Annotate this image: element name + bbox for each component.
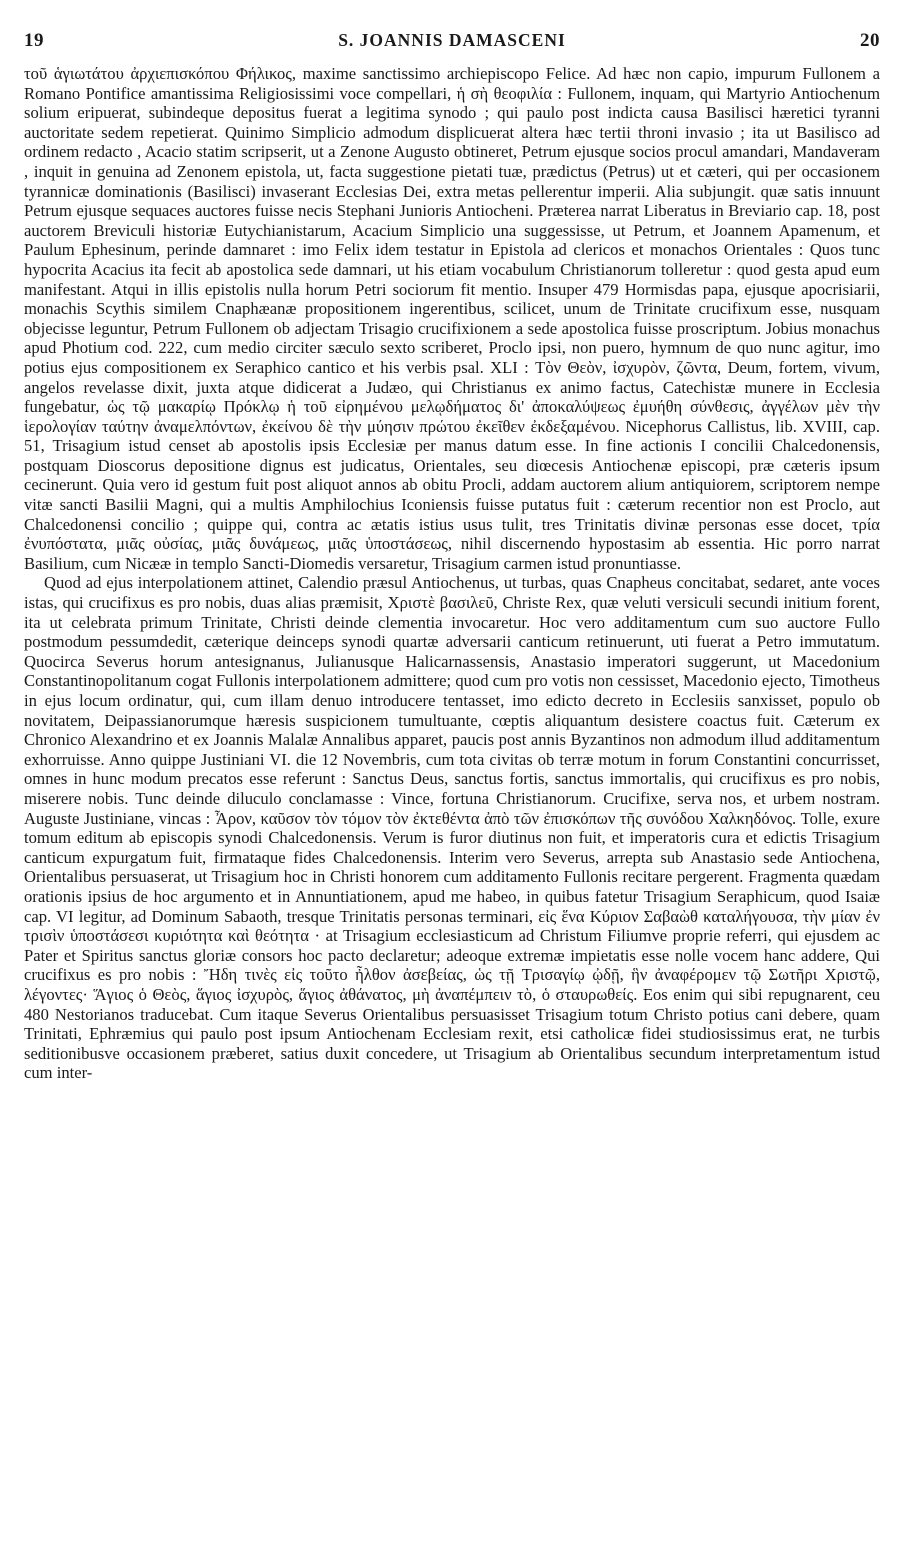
running-header bbox=[24, 30, 880, 64]
paragraph: Quod ad ejus interpolationem attinet, Calendio præsul Antiochenus, ut turbas, quas Cnapheus concitabat, sedaret, ante voces istas, qui crucifixus es pro nobis, duas alias præmisit, Χριστὲ βασιλεῦ, Christe Rex, quæ veluti versiculi secundi initium forent, ita ut celebrata primum Trinitate, Christi deinde clementia invocaretur. Hoc vero additamentum cum suo auctore Fullo postmodum pessumdedit, cæterique deinceps synodi quartæ adversarii canticum retinuerunt, uti fuerat a Petro immutatum. Quocirca Severus horum antesignanus, Julianusque Halicarnassensis, Anastasio imperatori suggerunt, ut Macedonium Constantinopolitanum cogat Fullonis interpolationem admittere; quod cum pro votis non cessisset, Macedonio ejecto, Timotheus in ejus locum ordinatur, qui, cum illam denuo introducere tentasset, imo edicto decreto in Ecclesiis sanxisset, populo ob novitatem, Deipassianorumque hæresis suspicionem tumultuante, cœptis aliquantum desistere coactus fuit. Cæterum ex Chronico Alexandrino et ex Joannis Malalæ Annalibus apparet, paucis post annis Byzantinos non admodum illud additamentum exhorruisse. Anno quippe Justiniani VI. die 12 Novembris, cum tota civitas ob terræ motum in forum Constantini concurrisset, omnes in hunc modum precatos esse referunt : Sanctus Deus, sanctus fortis, sanctus immortalis, qui crucifixus es pro nobis, miserere nobis. Tunc deinde diluculo conclamasse : Vince, fortuna Christianorum. Crucifixe, serva nos, et urbem nostram. Auguste Justiniane, vincas : Ἆρον, καῦσον τὸν τόμον τὸν ἐκτεθέντα ἀπὸ τῶν ἐπισκόπων τῆς συνόδου Χαλκηδόνος. Tolle, exure tomum editum ab episcopis synodi Chalcedonensis. Verum is furor diutinus non fuit, et imperatoris cura et edictis Trisagium canticum expurgatum fuit, firmataque fides Chalcedonensis. Interim vero Severus, arrepta sub Anastasio sede Antiochena, Orientalibus persuaserat, ut Trisagium hoc in Christi honorem cum additamento Fullonis recitare pergerent. Fragmenta quædam orationis ipsius de hoc argumento et in Annuntiationem, apud me habeo, in quibus fatetur Trisagium Seraphicum, quod Isaiæ cap. VI legitur, ad Dominum Sabaoth, tresque Trinitatis personas terminari, εἰς ἕνα Κύριον Σαβαὼθ καταλήγουσα, τὴν μίαν ἐν τρισὶν ὑποστάσεσι κυριότητα καὶ θεότητα · at Trisagium ecclesiasticum ad Christum Filiumve proprie referri, qui ejusdem ac Pater et Spiritus sanctus gloriæ consors hoc pacto declaretur; adeoque extremæ impietatis esse nolle vocem hanc addere, Qui crucifixus es pro nobis : Ἤδη τινὲς εἰς τοῦτο ἦλθον ἀσεβείας, ὡς τῇ Τρισαγίῳ ᾠδῇ, ἣν ἀναφέρομεν τῷ Σωτῆρι Χριστῷ, λέγοντες· Ἅγιος ὁ Θεὸς, ἅγιος ἰσχυρὸς, ἅγιος ἀθάνατος, μὴ ἀναπέμπειν τὸ, ὁ σταυρωθείς. Eos enim qui sibi repugnarent, ceu 480 Nestorianos traducebat. Cum itaque Severus Orientalibus persuasisset Trisagium totum Christo potius cani debere, quam Trinitati, Ephræmius qui paulo post ipsum Antiochenam Ecclesiam rexit, etsi catholicæ fidei studiosissimus erat, ne turbis seditionibusve occasionem præberet, satius duxit concedere, ut Trisagium ab Orientalibus secundum interpretamentum istud cum inter- bbox=[24, 573, 880, 1083]
page-number-right: 20 bbox=[859, 30, 880, 51]
document-page bbox=[24, 30, 880, 1083]
running-title: S. JOANNIS DAMASCENI bbox=[338, 30, 566, 50]
paragraph: τοῦ ἁγιωτάτου ἀρχιεπισκόπου Φήλικος, maxime sanctissimo archiepiscopo Felice. Ad hæc non capio, impurum Fullonem a Romano Pontifice amantissima Religiosissimi voce compellari, ἡ σὴ θεοφιλία : Fullonem, inquam, qui Martyrio Antiochenum solium eripuerat, subindeque depositus fuerat a legitima synodo ; qui paulo post indicta causa Basilisci hæretici tyranni auctoritate sedem repetierat. Quinimo Simplicio admodum displicuerat altera hæc tertii throni invasio ; ita ut Basilisco ad ordinem redacto , Acacio statim scripserit, ut a Zenone Augusto obtineret, Petrum ejusque socios procul amandari, Mandaveram , inquit in genuina ad Zenonem epistola, ut, facta suggestione pietati tuæ, prædictus (Petrus) ut et cæteri, qui per occasionem tyrannicæ dominationis (Basilisci) invaserant Ecclesias Dei, extra metas pellerentur imperii. Alia subjungit. quæ satis innuunt Petrum ejusque sequaces auctores fuisse necis Stephani Junioris Antiocheni. Præterea narrat Liberatus in Breviario cap. 18, post auctorem Breviculi historiæ Eutychianistarum, Acacium Simplicio una suggessisse, ut Petrum, et Joannem Apamenum, et Paulum Ephesinum, perinde damnaret : imo Felix idem testatur in Epistola ad clericos et monachos Orientales : Quos tunc hypocrita Acacius ita fecit ab apostolica sede damnari, ut his etiam vocabulum Christianorum tolleretur : quod gesta apud eum manifestant. Atqui in illis epistolis nulla horum Petri sociorum fit mentio. Insuper 479 Hormisdas papa, ejusque apocrisiarii, monachis Scythis similem Cnaphæanæ propositionem ingerentibus, scilicet, unum de Trinitate crucifixum esse, nusquam objecisse leguntur, Petrum Fullonem ob adjectam Trisagio crucifixionem a sede apostolica fuisse proscriptum. Jobius monachus apud Photium cod. 222, cum medio circiter sæculo sexto scriberet, Proclo ipsi, non puero, hymnum de quo nunc agitur, imo potius ejus compositionem ex Seraphico cantico et his verbis psal. XLI : Τὸν Θεὸν, ἰσχυρὸν, ζῶντα, Deum, fortem, vivum, angelos revelasse dixit, juxta atque didicerat a Judæo, qui Christianus ex animo factus, Catechistæ munere in Ecclesia fungebatur, ὡς τῷ μακαρίῳ Πρόκλῳ ἡ τοῦ εἰρημένου μελῳδήματος δι' ἀποκαλύψεως ἐμυήθη σύνθεσις, ἀγγέλων μὲν τὴν ἱερολογίαν ταύτην ἀναμελπόντων, ἐκείνου δὲ τὴν μύησιν πρώτου ἐκεῖθεν ἐκδεξαμένου. Nicephorus Callistus, lib. XVIII, cap. 51, Trisagium istud censet ab apostolis ipsis Ecclesiæ per manus datum esse. In fine actionis I concilii Chalcedonensis, postquam Dioscorus depositione dignus est judicatus, Orientales, seu diœcesis Antiochenæ episcopi, præ cæteris ipsum cecinerunt. Quia vero id gestum fuit post aliquot annos ab obitu Procli, addam auctorem alium antiquiorem, scriptorem nempe vitæ sancti Basilii Magni, qui a multis Amphilochius Iconiensis fuisse putatus fuit : cæterum recentior non est Proclo, aut Chalcedonensi concilio ; quippe qui, contra ac ætatis istius usus tulit, tres Trinitatis divinæ personas esse docet, τρία ἐνυπόστατα, μιᾶς οὐσίας, μιᾶς δυνάμεως, μιᾶς ὑποστάσεως, nihil discernendo hypostasim ab essentia. Hic porro narrat Basilium, cum Nicææ in templo Sancti-Diomedis versaretur, Trisagium carmen istud pronuntiasse. bbox=[24, 64, 880, 573]
page-number-left: 19 bbox=[24, 30, 44, 51]
text-body bbox=[24, 64, 880, 1083]
